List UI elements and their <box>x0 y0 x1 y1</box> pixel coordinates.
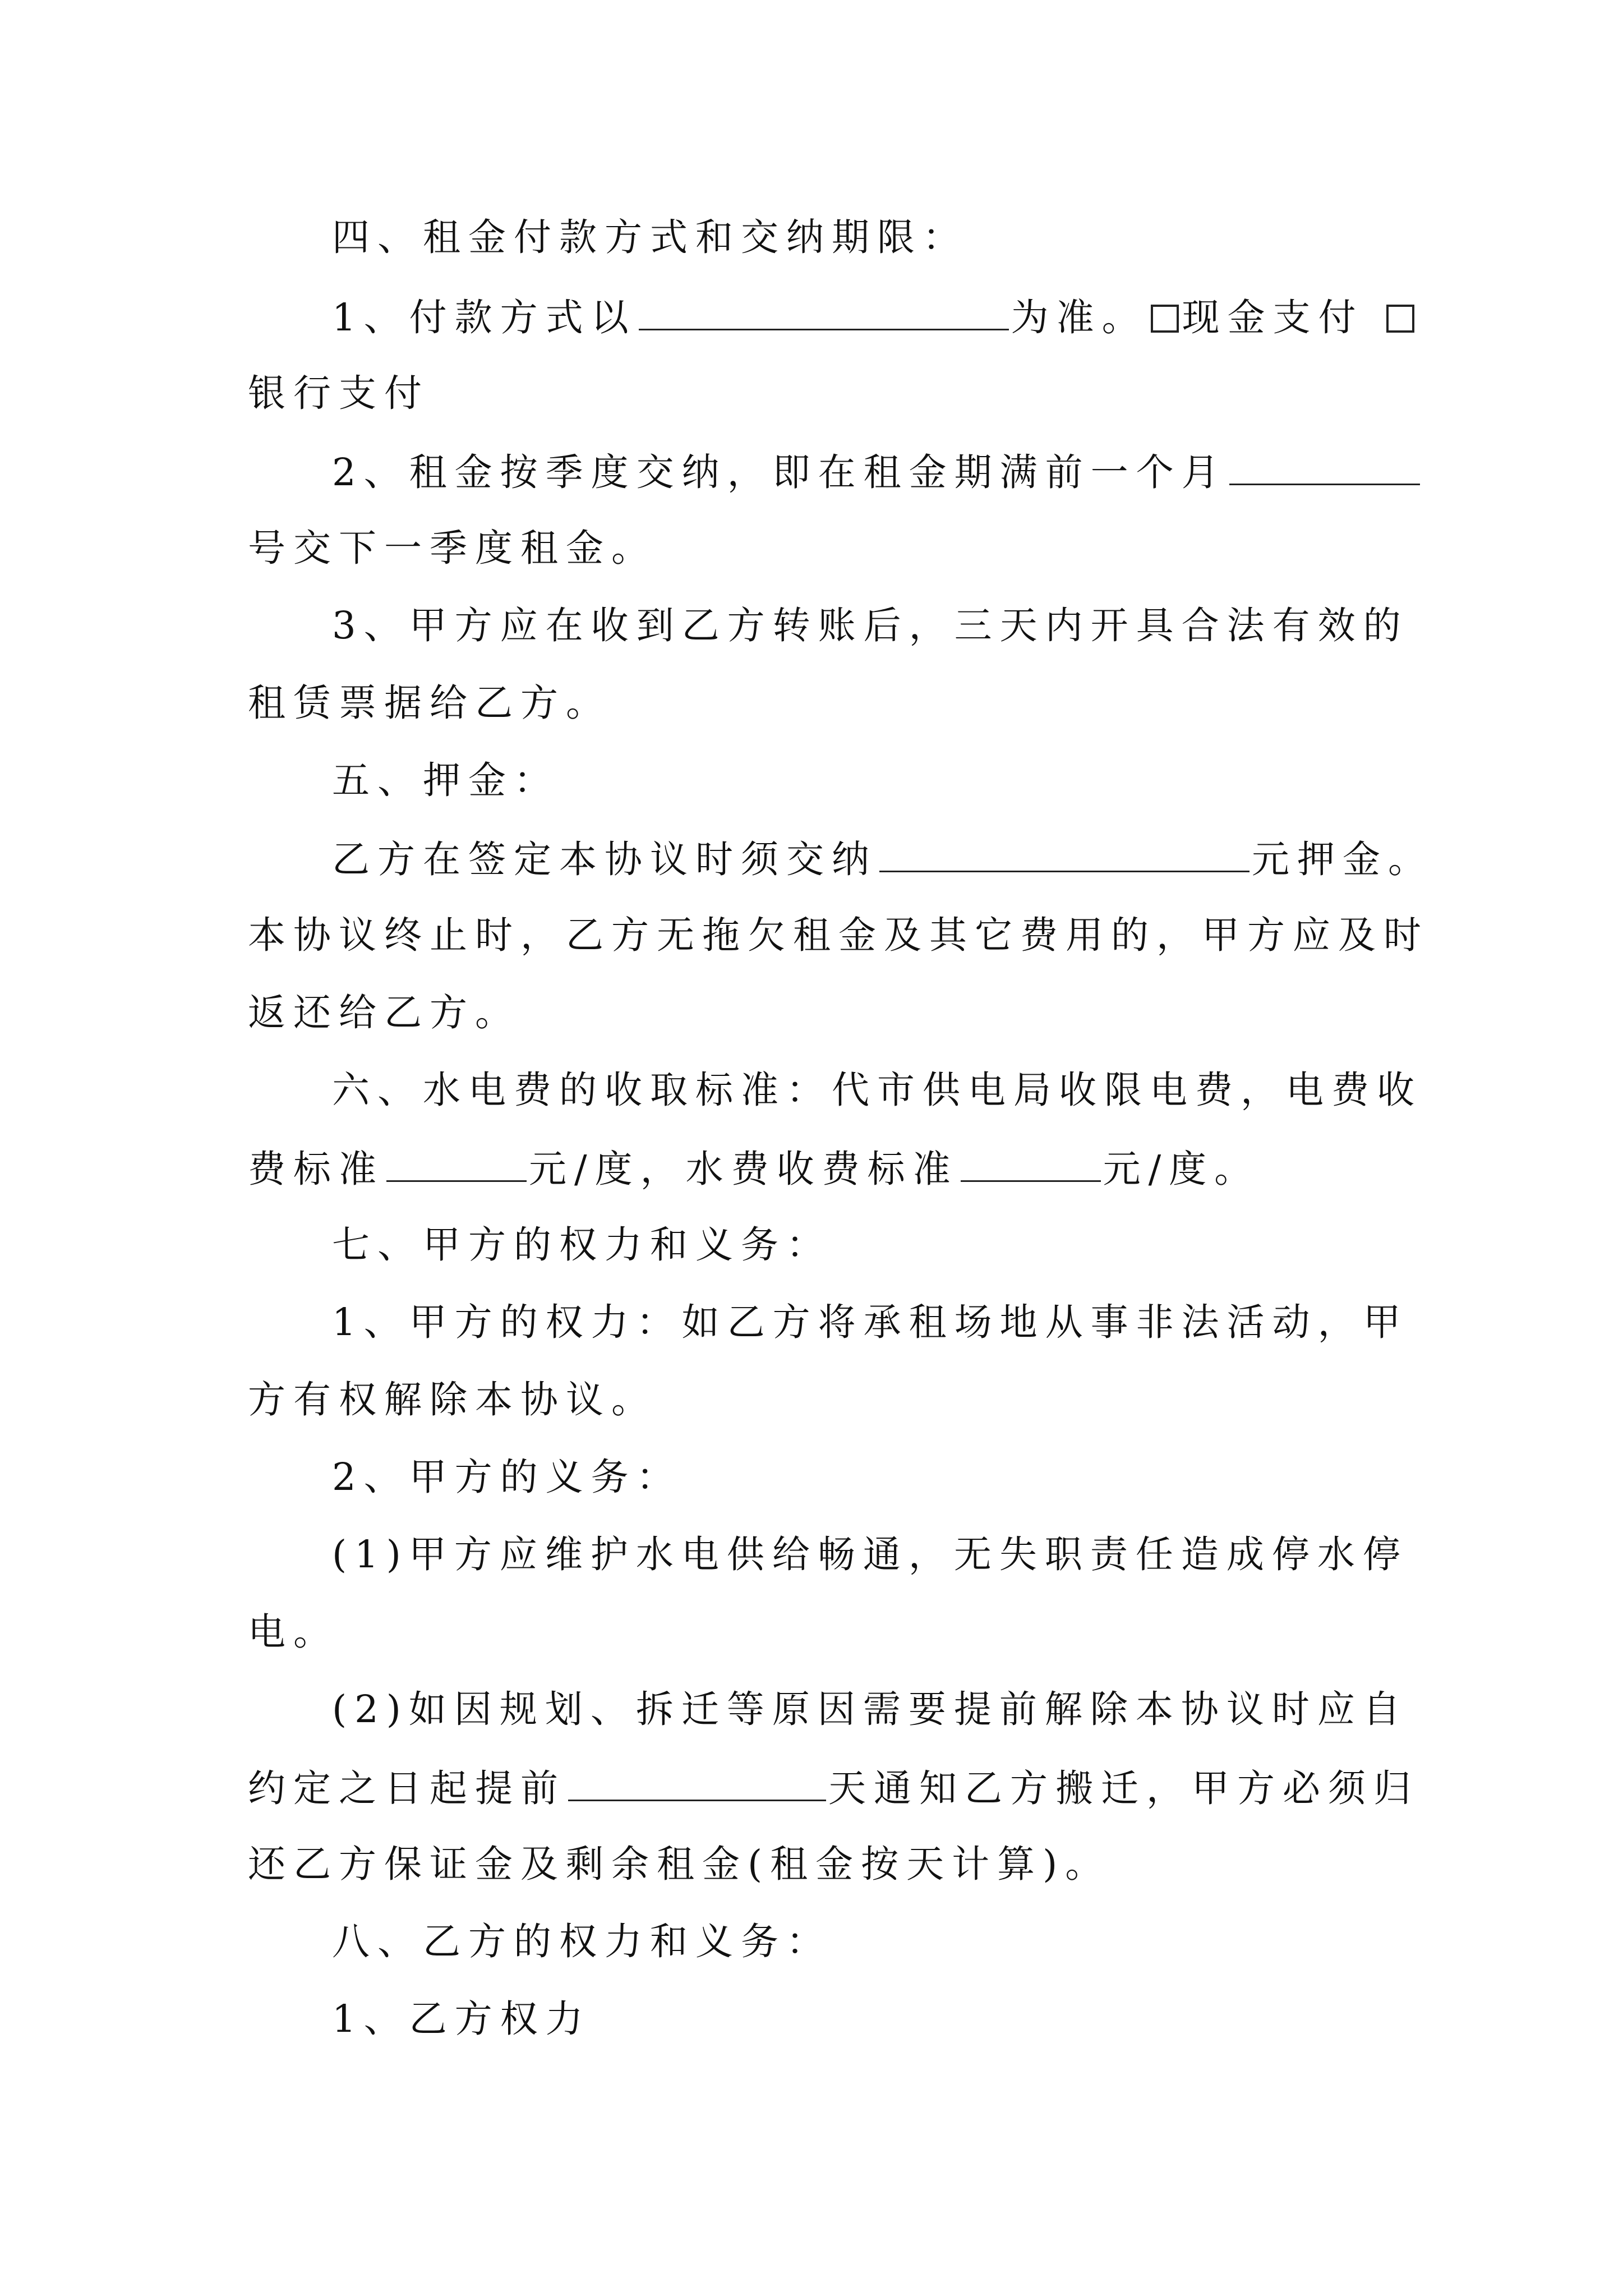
notice-days-blank[interactable] <box>568 1768 826 1801</box>
section-8-heading: 八、乙方的权力和义务： <box>332 1920 832 1963</box>
section-5-paragraph: 乙方在签定本协议时须交纳 元押金。 <box>332 838 1433 881</box>
water-rate-blank[interactable] <box>961 1149 1101 1182</box>
section-5-paragraph-cont: 本协议终止时，乙方无拖欠租金及其它费用的，甲方应及时 <box>248 913 1429 957</box>
section-4-item-1: 1、付款方式以 为准。 现金支付 <box>332 297 1418 337</box>
section-4-item-2: 2、租金按季度交纳，即在租金期满前一个月 <box>332 452 1422 491</box>
section-7-item-2-2-cont: 约定之日起提前 天通知乙方搬迁，甲方必须归 <box>248 1766 1419 1810</box>
section-7-item-2-1-cont: 电。 <box>248 1610 339 1654</box>
section-4-heading: 四、租金付款方式和交纳期限： <box>332 215 968 259</box>
section-8-item-1: 1、乙方权力 <box>332 1997 591 2041</box>
electricity-rate-blank[interactable] <box>386 1149 527 1182</box>
payment-method-blank[interactable] <box>639 297 1009 330</box>
section-7-item-2-heading: 2、甲方的义务： <box>332 1455 682 1499</box>
section-4-item-3: 3、甲方应在收到乙方转账后，三天内开具合法有效的 <box>332 604 1409 647</box>
section-6-cont: 费标准 元/度，水费收费标准 元/度。 <box>248 1147 1260 1191</box>
section-7-item-2-1: (1)甲方应维护水电供给畅通，无失职责任造成停水停 <box>332 1533 1408 1576</box>
section-7-item-1: 1、甲方的权力：如乙方将承租场地从事非法活动，甲 <box>332 1300 1409 1344</box>
section-4-item-3-cont: 租赁票据给乙方。 <box>248 681 611 725</box>
bank-payment-checkbox[interactable] <box>1386 305 1414 333</box>
section-4-item-1-cont: 银行支付 <box>248 371 430 415</box>
section-7-item-2-2: (2)如因规划、拆迁等原因需要提前解除本协议时应自 <box>332 1687 1408 1731</box>
section-7-heading: 七、甲方的权力和义务： <box>332 1223 832 1267</box>
deposit-amount-blank[interactable] <box>879 839 1249 872</box>
cash-payment-checkbox[interactable] <box>1151 305 1179 333</box>
payment-day-blank[interactable] <box>1229 452 1420 485</box>
section-7-item-1-cont: 方有权解除本协议。 <box>248 1378 657 1421</box>
section-5-paragraph-cont-2: 返还给乙方。 <box>248 991 520 1034</box>
section-7-item-2-2-cont-2: 还乙方保证金及剩余租金(租金按天计算)。 <box>248 1842 1111 1886</box>
section-5-heading: 五、押金： <box>332 758 559 802</box>
section-6: 六、水电费的收取标准：代市供电局收限电费，电费收 <box>332 1068 1422 1112</box>
section-4-item-2-cont: 号交下一季度租金。 <box>248 526 657 570</box>
